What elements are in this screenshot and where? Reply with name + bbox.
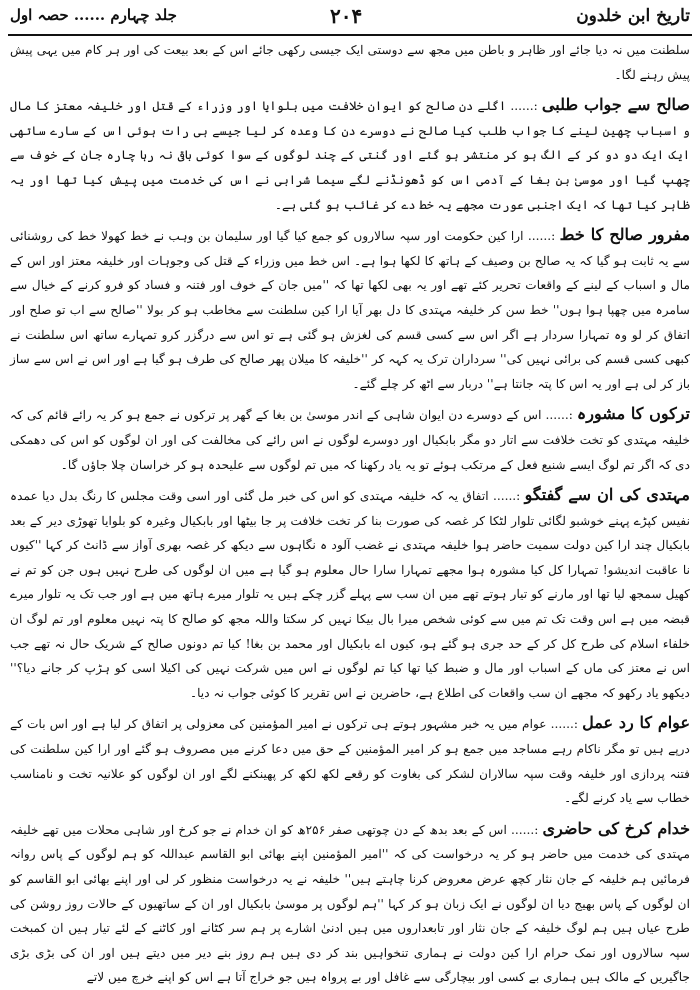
section-heading: ترکوں کا مشورہ — [576, 404, 691, 424]
page-number: ۲۰۴ — [330, 4, 363, 28]
page-body — [10, 38, 691, 985]
paragraph — [10, 817, 690, 990]
paragraph — [10, 93, 690, 217]
section-heading: خدام کرخ کی حاضری — [542, 818, 691, 838]
section-heading: صالح سے جواب طلبی — [541, 95, 690, 115]
volume-label: جلد چہارم ...... حصہ اول — [10, 6, 177, 24]
book-title: تاریخ ابن خلدون — [576, 6, 690, 26]
paragraph-text: :...... ارا کین حکومت اور سپہ سالاروں کو جمع کیا گیا اور سلیمان بن وہب نے خط کھولا خط کی روشنائی سے یہ ثابت ہو گیا کہ یہ صالح بن وصیف کے ہاتھ کا لکھا ہوا ہے۔ اس خط میں وزراء کے قتل کی وجوہات اور خلیفہ معتز اور اس کے مال و اسباب کے لینے کے واقعات تحریر کئے تھے اور یہ بھی لکھا تھا کہ ''میں جان کے خوف اور فتنہ و فساد کو فرو کرنے کے خیال سے سامرہ میں چھپا ہوا ہوں'' خط سن کر خلیفہ مہتدی کا دل بھر آیا ارا کین سلطنت سے مخاطب ہو کر بولا ''صالح سے اب تو صلح اور اتفاق کر لو وہ تمہارا سردار ہے اگر اس سے کسی قسم کی لغزش ہو گئی ہے تو اس سے درگزر کرو تمہارے ساتھ اس سلطنت نے کبھی کسی قسم کی برائی نہیں کی'' سرداران ترک یہ کہہ کر ''خلیفہ کا میلان پھر صالح کی طرف ہو گیا ہے اور اس نے اس سے ساز باز کر لی ہے اور یہ اس کا پتہ جانتا ہے'' دربار سے اٹھ کر چلے گئے۔ — [10, 229, 690, 391]
header-rule — [8, 34, 692, 36]
paragraph-text: :...... اتفاق یہ کہ خلیفہ مہتدی کو اس کی خبر مل گئی اور اسی وقت مجلس کا رنگ بدل دیا عمدہ نفیس کپڑے پہنے خوشبو لگائی تلوار لٹکا کر غصہ کی صورت بنا کر تخت خلافت پر جا بیٹھا اور بابکیال وغیرہ کو بلوایا تھوڑی دیر کے بعد بابکیال چند ارا کین دولت سمیت حاضر ہوا خلیفہ مہتدی نے غضب آلود ہ نگاہوں سے دیکھ کر غصہ بھری آواز سے ڈانٹ کر کہا ''کیوں نا عاقبت اندیشو! تمہارا کل کیا مشورہ ہوا مجھے تمہارا سارا حال معلوم ہو گیا ہے میں ان لوگوں کی طرح نہیں ہوں جن کو تم نے کھیل سمجھ لیا تھا اور مارنے کو تیار ہوتے تھے میں ان سب سے پہلے گزر چکے ہیں یہ تلوار میرے ہاتھ میں ہے اور جب تک یہ تلوار میرے قبضہ میں ہے اس وقت تک تم میں سے کوئی شخص میرا بال بیکا نہیں کر سکتا واللہ مجھ کو صالح کا پتہ نہیں معلوم اور تم لوگ ان خلفاء اسلام کی طرح کل کر کے حد جری ہو گئے ہو، کیوں اے بابکیال اور محمد بن بغا! کیا تم دونوں صالح کے شریک حال نہ تھے جب اس نے معتز کی ماں کے اسباب اور مال و ضبط کیا تھا کیا تم لوگوں نے اس میں شرکت نہیں کی اکیلا اسی کو ہڑپ کر جانے دیا؟'' دیکھو یاد رکھو کہ مجھے ان سب واقعات کی اطلاع ہے، حاضرین نے اس تقریر کا کوئی جواب نہ دیا۔ — [10, 489, 690, 700]
section-heading: مفرور صالح کا خط — [559, 225, 691, 245]
paragraph — [10, 483, 690, 705]
section-heading: عوام کا رد عمل — [582, 713, 690, 733]
page-header — [0, 0, 700, 34]
paragraph-text: سلطنت میں نہ دیا جائے اور ظاہر و باطن میں مجھ سے دوستی ایک جیسی رکھی جائے اس کے بعد بیعت کی اور ہر کام میں یہی پیش پیش رہنے لگا۔ — [10, 43, 690, 82]
paragraph-text: :...... اس کے بعد بدھ کے دن چوتھی صفر ۲۵۶ھ کو ان خدام نے جو کرخ اور شاہی محلات میں تھے خلیفہ مہتدی کی خدمت میں حاضر ہو کر یہ درخواست کی کہ ''امیر المؤمنین اپنے بھائی ابو القاسم عبداللہ کو ہم لوگوں کے پاس روانہ فرمائیں ہم خلیفہ کے جان نثار کچھ عرض معروض کرنا چاہتے ہیں'' خلیفہ نے یہ درخواست منظور کر لی اور اپنے بھائی ابو القاسم کو ان لوگوں کے پاس بھیج دیا ان لوگوں نے ایک زبان ہو کر کہا ''ہم لوگوں پر موسیٰ بابکیال اور ان کے ساتھیوں کے حالات روز روشن کی طرح عیاں ہیں ہم لوگ خلیفہ کے جان نثار اور تابعداروں میں ہیں ادنیٰ اشارے پر ہم سر کٹانے اور کاٹنے کے لئے تیار ہیں ان کمبخت سپہ سالاروں اور نمک حرام ارا کین دولت نے ہماری تنخواہیں بند کر دی ہیں ہم روز بنے دیر میں دیتے ہیں اور ان کی بڑی بڑی جاگیریں کے مالک ہیں ہماری بے کسی اور بیچارگی سے غافل اور بے پرواہ ہیں جو خراج آتا ہے اس کو اپنے خرچ میں لاتے — [10, 822, 690, 985]
paragraph — [10, 402, 690, 477]
paragraph-text: :...... اگلے دن صالح کو ایوان خلافت میں بلوایا اور وزراء کے قتل اور خلیفہ معتز کا مال و اسباب چھین لینے کا جواب طلب کیا صالح نے دوسرے دن کا وعدہ کر لیا جیسے ہی رات ہوئی اس کے سارے ساتھی ایک ایک دو دو کر کے الگ ہو کر منتشر ہو گئے اور گنتی کے چند لوگوں کے سوا کوئی باقی نہ رہا چارہ جان کے خوف سے چھپ گیا اور موسیٰ بن بغا کے آدمی اس کو ڈھونڈنے لگے سیما شرابی نے اس کی خدمت میں پیش کیا تھا اور یہ ظاہر کیا تھا کہ ایک اجنبی عورت مجھے یہ خط دے کر غائب ہو گئی ہے۔ — [10, 99, 690, 212]
paragraph-text: :...... عوام میں یہ خبر مشہور ہوتے ہی ترکوں نے امیر المؤمنین کی معزولی پر اتفاق کر لیا ہے اور اس بات کے درپے ہیں تو مگر ناکام رہے مساجد میں جمع ہو کر امیر المؤمنین کے حق میں دعا کرنے میں مصروف ہو گئے اور ارا کین سلطنت کی فتنہ پردازی اور خلیفہ وقت سپہ سالاران لشکر کی بغاوت کو رقعے لکھ لکھ کر پھینکنے لگے اور ان لوگوں کو علانیہ تخت و نامناسب خطاب سے یاد کرنے لگے۔ — [10, 717, 690, 806]
paragraph — [10, 223, 690, 396]
paragraph — [10, 38, 690, 87]
section-heading: مہتدی کی ان سے گفتگو — [524, 485, 691, 505]
paragraph — [10, 711, 690, 810]
paragraph-text: :...... اس کے دوسرے دن ایوان شاہی کے اندر موسیٰ بن بغا کے گھر پر ترکوں نے جمع ہو کر یہ رائے قائم کی کہ خلیفہ مہتدی کو تخت خلافت سے اتار دو مگر بابکیال اور دوسرے لوگوں نے اس رائے کی مخالفت کی اور ان لوگوں کو اس کی دھمکی دی کہ اگر تم لوگ ایسے شنیع فعل کے مرتکب ہوئے تو یہ یاد رکھنا کہ میں تم لوگوں سے علیحدہ ہو کر خراسان چلا جاؤں گا۔ — [10, 408, 690, 472]
